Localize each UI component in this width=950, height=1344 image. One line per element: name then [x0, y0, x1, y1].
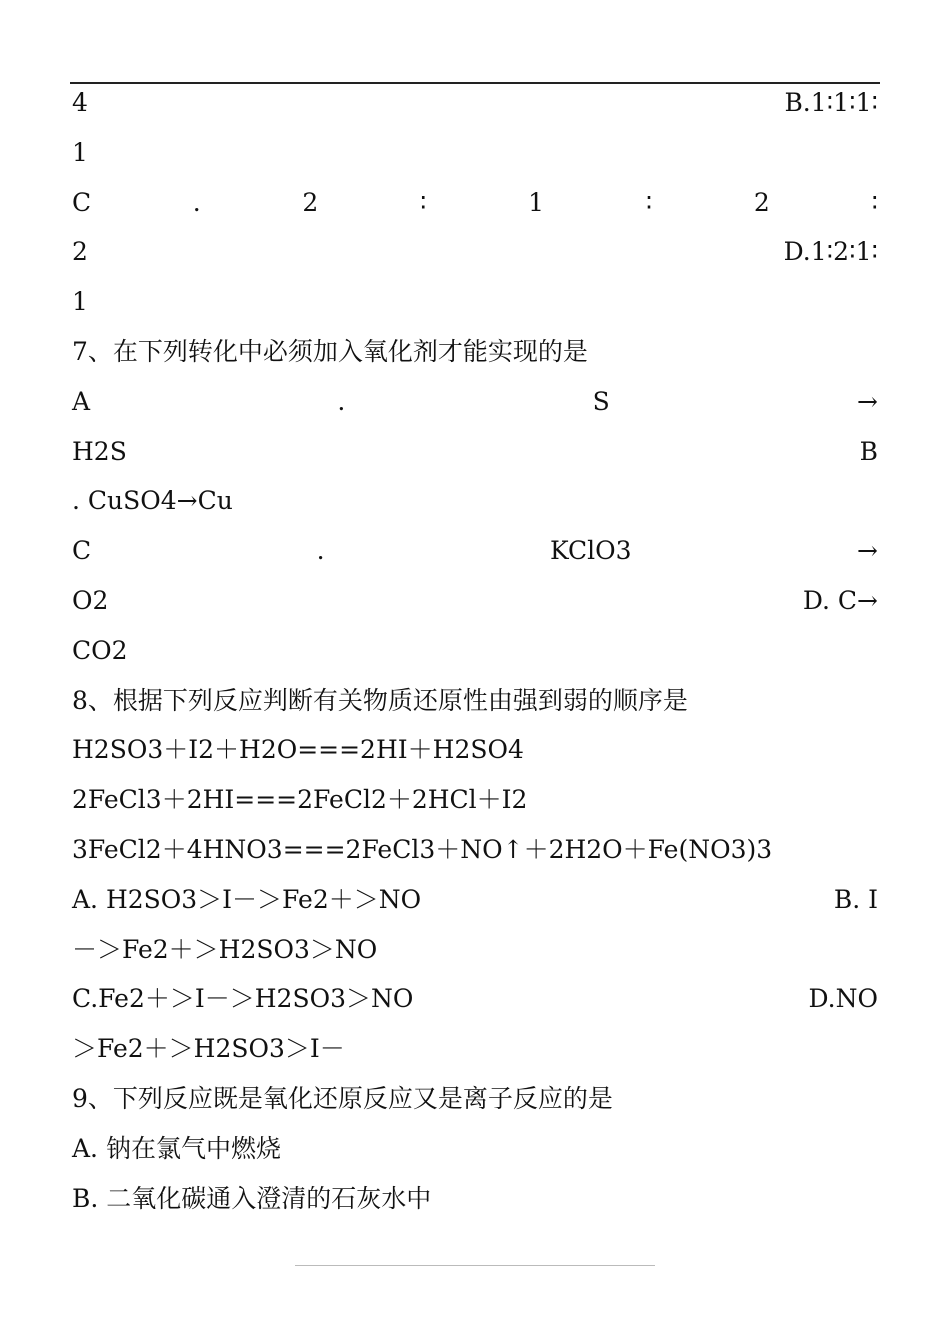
question-7: 7、在下列转化中必须加入氧化剂才能实现的是 [72, 336, 588, 366]
q6-option-b: B.1∶1∶1∶ [784, 88, 878, 117]
q6-option-c [72, 178, 878, 228]
token: C [72, 187, 92, 217]
q7-option-c [72, 526, 878, 576]
token: 1 [528, 187, 545, 217]
q6-option-d: D.1∶2∶1∶ [783, 237, 878, 267]
q7-option-a [72, 377, 878, 427]
token: . [192, 187, 201, 217]
q6-option-d-tail: 1 [72, 287, 88, 317]
q8-option-a: A. H2SO3＞I－＞Fe2＋＞NO [72, 884, 422, 914]
token: 2 [753, 187, 770, 217]
arrow-icon: → [857, 386, 878, 416]
token: A [72, 386, 91, 416]
q7-option-d-tail: CO2 [72, 635, 128, 665]
q6-options-line-4 [72, 227, 878, 277]
equation-3: 3FeCl2＋4HNO3===2FeCl3＋NO↑＋2H2O＋Fe(NO3)3 [72, 834, 773, 864]
q8-options-line-1 [72, 875, 878, 925]
q8-option-d-tail: ＞Fe2＋＞H2SO3＞I－ [72, 1034, 345, 1064]
token: 2 [302, 187, 319, 217]
q8-option-b: B. I [833, 884, 878, 914]
q6-option-b-tail: 1 [72, 137, 88, 167]
token: C [72, 536, 92, 566]
token: ∶ [645, 187, 653, 217]
q6-option-a-tail: 4 [72, 88, 88, 117]
q7-option-a-cont [72, 427, 878, 477]
q8-options-line-3 [72, 974, 878, 1024]
q7-option-c-tail: O2 [72, 585, 109, 615]
q9-option-a: A. 钠在氯气中燃烧 [72, 1133, 281, 1163]
q7-option-b-label: B [859, 436, 878, 466]
q7-option-c-cont [72, 576, 878, 626]
q9-option-b: B. 二氧化碳通入澄清的石灰水中 [72, 1183, 432, 1213]
token: ∶ [871, 187, 878, 217]
q8-option-d: D.NO [808, 984, 878, 1014]
q8-option-b-tail: －＞Fe2＋＞H2SO3＞NO [72, 934, 378, 964]
footer-rule [295, 1265, 655, 1266]
arrow-icon: → [857, 536, 878, 566]
q7-option-d: D. C→ [802, 585, 878, 615]
token: ∶ [419, 187, 427, 217]
question-9: 9、下列反应既是氧化还原反应又是离子反应的是 [72, 1083, 613, 1113]
document-body [72, 78, 878, 1223]
q7-option-b: . CuSO4→Cu [72, 486, 233, 516]
q8-option-c: C.Fe2＋＞I－＞H2SO3＞NO [72, 984, 414, 1014]
q6-options-line-1 [72, 78, 878, 128]
question-8: 8、根据下列反应判断有关物质还原性由强到弱的顺序是 [72, 685, 688, 715]
token: S [592, 386, 610, 416]
q7-option-a-tail: H2S [72, 436, 127, 466]
token: . [337, 386, 346, 416]
q6-option-c-tail: 2 [72, 237, 88, 267]
equation-2: 2FeCl3＋2HI===2FeCl2＋2HCl＋I2 [72, 785, 528, 815]
token: . [316, 536, 325, 566]
token: KClO3 [550, 536, 632, 566]
equation-1: H2SO3＋I2＋H2O===2HI＋H2SO4 [72, 735, 524, 765]
